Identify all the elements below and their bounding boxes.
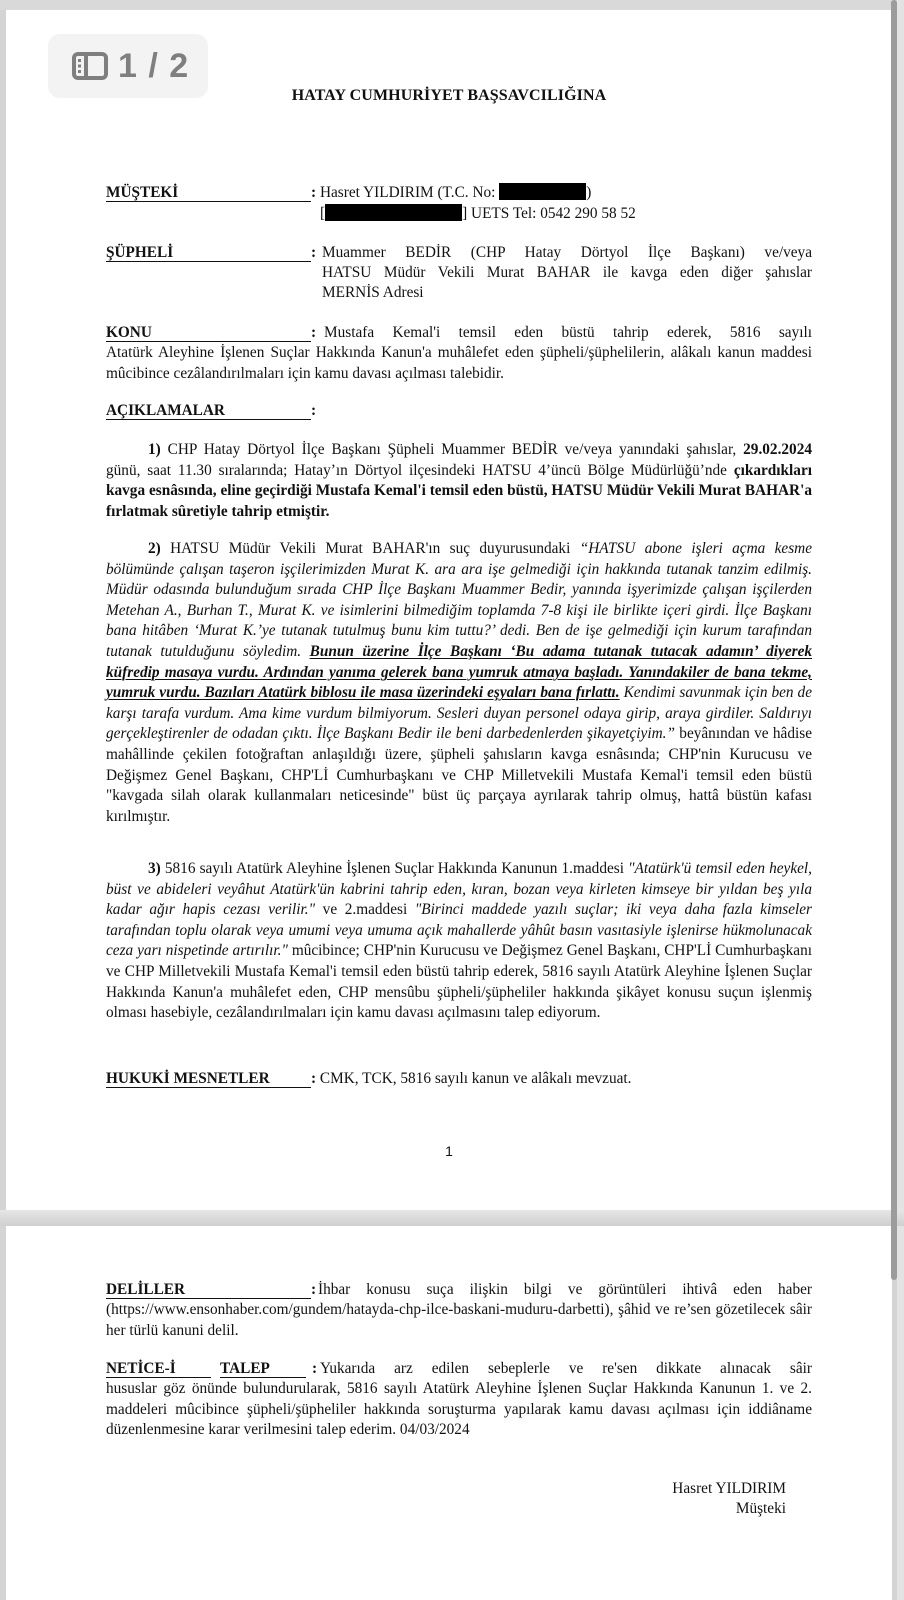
- document-page-1: [6, 10, 892, 1210]
- paragraph-1: [106, 440, 812, 522]
- redacted-address: [325, 204, 462, 221]
- p1-number: 1): [148, 441, 161, 458]
- section-hukuki: [106, 1069, 812, 1090]
- p2-underlined-quote: Bunun üzerine İlçe Başkanı ‘Bu adama tutanak tutacak adamın’ diyerek küfredip masaya vurdu. Ardından yanıma gelerek bana yumruk atmaya başladı. Yanındakiler de bana tekme, yumruk vurdu. Bazıları Atatürk biblosu ile masa üzerindeki eşyaları bana fırlattı.: [106, 642, 813, 702]
- netice-colon: :: [312, 1360, 318, 1377]
- p3-text1: 5816 sayılı Atatürk Aleyhine İşlenen Suçlar Hakkında Kanunun 1.maddesi: [160, 860, 629, 877]
- hukuki-colon: :: [311, 1070, 317, 1087]
- page-indicator-text: 1 / 2: [118, 46, 190, 85]
- supheli-line2: HATSU Müdür Vekili Murat BAHAR ile kavga eden diğer şahıslar: [322, 264, 812, 281]
- netice-text: hususlar göz önünde bulundurularak, 5816 sayılı Atatürk Aleyhine İşlenen Suçlar Hakkında Kanunun 1. ve 2. maddeleri mûcibince şüpheli/şüpheliler hakkında soruşturma yapılarak kamu davası açılması için iddiâname düzenlenmesine karar verilmesini talep ederim. 04/03/2024: [106, 1380, 812, 1439]
- konu-text: Atatürk Aleyhine İşlenen Suçlar Hakkında Kanun'a muhâlefet eden şüpheli/şüphelilerin, alâkalı kanun maddesi mûcibince cezâlandırılmaları için kamu davası açılması talebidir.: [106, 344, 812, 382]
- signature-name: Hasret YILDIRIM: [672, 1480, 786, 1497]
- redacted-tc-no: [499, 183, 586, 200]
- paragraph-3: [106, 859, 812, 1024]
- scroll-track[interactable]: [897, 0, 904, 1600]
- konu-line1: Mustafa Kemal'i temsil eden büstü tahrip ederek, 5816 sayılı: [324, 324, 812, 341]
- p2-text2: beyânından ve hâdise mahâllinde çekilen fotoğraftan anlaşıldığı üzere, şüpheli şahısların kavga esnâsında; CHP'nin Kurucusu ve Değişmez Genel Başkanı, CHP'Lİ Cumhurbaşkanı ve CHP Milletvekili Mustafa Kemal'i temsil eden büstü "kavgada silah olarak kullanmaları neticesinde" büst üç parçaya ayrılarak tahrip olmuş, hattâ büstün kafası kırılmıştır.: [106, 725, 812, 825]
- document-title: HATAY CUMHURİYET BAŞSAVCILIĞINA: [291, 87, 607, 104]
- supheli-line1: Muammer BEDİR (CHP Hatay Dörtyol İlçe Başkanı) ve/veya: [322, 244, 812, 261]
- supheli-label: ŞÜPHELİ: [106, 244, 311, 262]
- konu-colon: :: [311, 324, 317, 341]
- section-musteki: [106, 183, 812, 204]
- deliller-text: (https://www.ensonhaber.com/gundem/hatayda-chp-ilce-baskani-muduru-darbetti), şâhid ve re’sen gözetilecek sâir her türlü kanuni delil.: [106, 1301, 812, 1339]
- p1-text2: günü, saat 11.30 sıralarında; Hatay’ın Dörtyol ilçesindeki HATSU 4’üncü Bölge Müdürlüğü’nde: [106, 461, 734, 479]
- p3-text3: mûcibince; CHP'nin Kurucusu ve Değişmez Genel Başkanı, CHP'Lİ Cumhurbaşkanı ve CHP Milletvekili Mustafa Kemal'i temsil eden büstü tahrip ederek, 5816 sayılı Atatürk Aleyhine İşlenen Suçlar Hakkında Kanun'a muhâlefet eden, CHP mensûbu şüpheli/şüpheliler hakkında şikâyet konusu suçun işlenmiş olması hasebiyle, cezâlandırılmaları için kamu davası açılmasını talep ediyorum.: [106, 942, 812, 1022]
- musteki-bracket-open: [: [320, 205, 326, 222]
- p2-quote1: “HATSU abone işleri açma kesme bölümünde çalışan taşeron işçilerimizden Murat K. ara ara işe gelmediği için hakkında tutanak tanzim edilmiş. Müdür odasında bulunduğum sırada CHP İlçe Başkanı Muammer Bedir, yanında işyerimizde çalışan işçilerden Metehan A., Burhan T., Murat K. ve isimlerini bilmediğim toplamda 7-8 kişi ile birlikte içeri girdi. İlçe Başkanı bana hitâben ‘Murat K.’ye tutanak tutulmuş bunu kim tuttu?’ dedi. Ben de işe gelmediği için kurum tarafından tutanak tutulduğunu söyledim.: [106, 540, 812, 660]
- page-number: 1: [445, 1143, 453, 1159]
- deliller-label: DELİLLER: [106, 1281, 311, 1299]
- p1-bold-text: çıkardıkları kavga esnâsında, eline geçirdiği Mustafa Kemal'i temsil eden büstü, HATSU Müdür Vekili Murat BAHAR'a fırlatmak sûretiyle tahrip etmiştir.: [106, 461, 812, 520]
- supheli-colon: :: [311, 244, 317, 261]
- aciklamalar-colon: :: [311, 402, 317, 419]
- p1-date: 29.02.2024: [743, 441, 812, 458]
- musteki-close: ): [586, 184, 592, 201]
- musteki-phone: ] UETS Tel: 0542 290 58 52: [462, 205, 636, 222]
- musteki-line1: Hasret YILDIRIM (T.C. No:: [319, 184, 496, 201]
- hukuki-text: CMK, TCK, 5816 sayılı kanun ve alâkalı mevzuat.: [316, 1070, 632, 1087]
- section-aciklamalar: [106, 401, 812, 422]
- viewer-top-edge: [0, 0, 904, 10]
- musteki-line2: [320, 204, 812, 225]
- p3-quote1: "Atatürk'ü temsil eden heykel, büst ve abideleri veyâhut Atatürk'ün kabrini tahrip eden, kıran, bozan veya kirleten kimseye bir yıldan beş yıla kadar ağır hapis cezası verilir.": [106, 860, 812, 919]
- konu-label: KONU: [106, 324, 311, 342]
- p3-text2: ve 2.maddesi: [315, 901, 415, 919]
- musteki-label: MÜŞTEKİ: [106, 184, 311, 202]
- p2-number: 2): [148, 540, 161, 557]
- p3-quote2: "Birinci maddede yazılı suçlar; iki veya daha fazla kimseler tarafından toplu olarak veya umumi veya umuma açık mahallerde yâhût basın vasıtasiyle işlenirse hükmolunacak ceza yarı nispetinde artırılır.": [106, 901, 812, 960]
- signature-role: Müşteki: [735, 1500, 786, 1517]
- document-page-2: [6, 1226, 892, 1600]
- musteki-colon: :: [311, 184, 317, 201]
- p2-text1: HATSU Müdür Vekili Murat BAHAR'ın suç duyurusundaki: [160, 540, 580, 557]
- hukuki-label: HUKUKİ MESNETLER: [106, 1070, 311, 1088]
- supheli-line3: MERNİS Adresi: [322, 284, 424, 301]
- sidebar-toggle-icon[interactable]: [72, 52, 108, 80]
- deliller-colon: :: [311, 1281, 317, 1298]
- netice-label-b: TALEP: [220, 1360, 306, 1378]
- page-separator: [0, 1210, 904, 1226]
- netice-line1: Yukarıda arz edilen sebeplerle ve re'sen dikkate alınacak sâir: [320, 1360, 812, 1377]
- p3-number: 3): [148, 860, 161, 877]
- paragraph-2: [106, 539, 812, 827]
- scrollbar-thumb[interactable]: [891, 0, 897, 1280]
- deliller-line1: İhbar konusu suça ilişkin bilgi ve görüntüleri ihtivâ eden haber: [318, 1281, 812, 1298]
- p1-text1: CHP Hatay Dörtyol İlçe Başkanı Şüpheli Muammer BEDİR ve/veya yanındaki şahıslar,: [160, 441, 744, 458]
- p2-quote2: Kendimi savunmak için ben de karşı tarafa vurdum. Ama kime vurdum bilmiyorum. Sesleri duyan personel odaya girip, araya girdiler. Saldırıyı gerçekleştirenler de odadan çıktı. İlçe Başkanı Bedir ile beni darbedenlerden şikayetçiyim.”: [106, 684, 812, 743]
- netice-label-a: NETİCE-İ: [106, 1360, 211, 1378]
- aciklamalar-label: AÇIKLAMALAR: [106, 402, 311, 420]
